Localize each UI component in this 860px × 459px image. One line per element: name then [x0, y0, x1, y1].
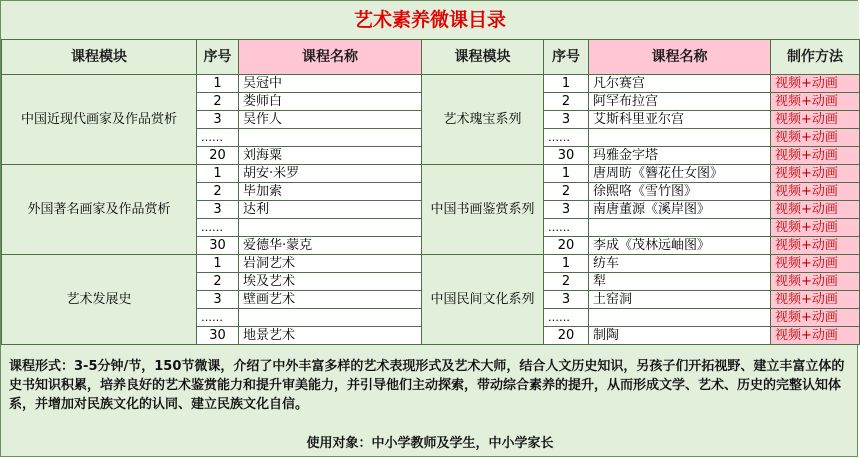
- course-name-left: 毕加索: [239, 183, 422, 201]
- method-cell: 视频+动画: [771, 327, 860, 345]
- module-right: 艺术瑰宝系列: [422, 75, 544, 165]
- seq-right: 1: [544, 75, 589, 93]
- seq-left: 1: [197, 255, 239, 273]
- seq-left: 30: [197, 237, 239, 255]
- course-name-right: 制陶: [589, 327, 771, 345]
- seq-left: 1: [197, 165, 239, 183]
- course-name-right: 纺车: [589, 255, 771, 273]
- header-name-left: 课程名称: [239, 40, 422, 75]
- seq-left: 1: [197, 75, 239, 93]
- audience-line: 使用对象：中小学教师及学生，中小学家长: [306, 436, 554, 451]
- seq-right: 30: [544, 147, 589, 165]
- module-right: 中国书画鉴赏系列: [422, 165, 544, 255]
- module-left: 艺术发展史: [2, 255, 197, 345]
- header-name-right: 课程名称: [589, 40, 771, 75]
- header-seq-left: 序号: [197, 40, 239, 75]
- seq-right: ……: [544, 219, 589, 237]
- seq-right: 3: [544, 111, 589, 129]
- course-name-right: 玛雅金字塔: [589, 147, 771, 165]
- seq-left: 3: [197, 291, 239, 309]
- catalog-table: [1, 39, 860, 345]
- course-name-left: 娄师白: [239, 93, 422, 111]
- course-name-right: 犁: [589, 273, 771, 291]
- seq-left: ……: [197, 129, 239, 147]
- module-left: 中国近现代画家及作品赏析: [2, 75, 197, 165]
- seq-right: 1: [544, 255, 589, 273]
- method-cell: 视频+动画: [771, 291, 860, 309]
- table-row: [2, 75, 860, 93]
- seq-right: 20: [544, 237, 589, 255]
- seq-right: 2: [544, 273, 589, 291]
- course-name-left: [239, 129, 422, 147]
- table-row: [2, 165, 860, 183]
- seq-right: 2: [544, 183, 589, 201]
- method-cell: 视频+动画: [771, 237, 860, 255]
- method-cell: 视频+动画: [771, 165, 860, 183]
- course-name-left: 刘海粟: [239, 147, 422, 165]
- course-name-right: [589, 309, 771, 327]
- course-name-left: 达利: [239, 201, 422, 219]
- course-name-left: 爱德华·蒙克: [239, 237, 422, 255]
- method-cell: 视频+动画: [771, 183, 860, 201]
- course-name-right: 唐周昉《簪花仕女图》: [589, 165, 771, 183]
- course-name-left: 地景艺术: [239, 327, 422, 345]
- method-cell: 视频+动画: [771, 93, 860, 111]
- course-name-left: 壁画艺术: [239, 291, 422, 309]
- course-name-left: 岩洞艺术: [239, 255, 422, 273]
- method-cell: 视频+动画: [771, 309, 860, 327]
- header-row: [2, 40, 860, 75]
- seq-left: 3: [197, 201, 239, 219]
- course-name-left: [239, 309, 422, 327]
- course-name-left: 胡安·米罗: [239, 165, 422, 183]
- seq-right: 20: [544, 327, 589, 345]
- seq-left: 2: [197, 183, 239, 201]
- seq-left: ……: [197, 309, 239, 327]
- catalog-body: [2, 75, 860, 345]
- course-name-right: 南唐董源《溪岸图》: [589, 201, 771, 219]
- seq-left: 20: [197, 147, 239, 165]
- method-cell: 视频+动画: [771, 147, 860, 165]
- seq-right: ……: [544, 129, 589, 147]
- module-left: 外国著名画家及作品赏析: [2, 165, 197, 255]
- course-name-right: 凡尔赛宫: [589, 75, 771, 93]
- seq-right: 2: [544, 93, 589, 111]
- header-module-left: 课程模块: [2, 40, 197, 75]
- course-name-left: 吴冠中: [239, 75, 422, 93]
- course-name-right: [589, 129, 771, 147]
- method-cell: 视频+动画: [771, 273, 860, 291]
- course-name-left: [239, 219, 422, 237]
- course-name-right: 阿罕布拉宫: [589, 93, 771, 111]
- course-name-right: 李成《茂林远岫图》: [589, 237, 771, 255]
- course-name-left: 吴作人: [239, 111, 422, 129]
- seq-left: 2: [197, 93, 239, 111]
- header-method: 制作方法: [771, 40, 860, 75]
- method-cell: 视频+动画: [771, 201, 860, 219]
- seq-right: 1: [544, 165, 589, 183]
- seq-right: ……: [544, 309, 589, 327]
- course-name-right: 土窑洞: [589, 291, 771, 309]
- method-cell: 视频+动画: [771, 129, 860, 147]
- seq-right: 3: [544, 201, 589, 219]
- seq-left: 2: [197, 273, 239, 291]
- page-title: 艺术素养微课目录: [1, 1, 859, 40]
- seq-left: 3: [197, 111, 239, 129]
- course-name-right: [589, 219, 771, 237]
- seq-right: 3: [544, 291, 589, 309]
- course-intro: 课程形式：3-5分钟/节，150节微课，介绍了中外丰富多样的艺术表现形式及艺术大师，结合人文历史知识，另孩子们开拓视野、建立丰富立体的史书知识积累，培养良好的艺术鉴赏能力和提升审美能力，并引导他们主动探索，带动综合素养的提升，从而形成文学、艺术、历史的完整认知体系，并增加对民族文化的认同、建立民族文化自信。: [9, 359, 845, 412]
- seq-left: ……: [197, 219, 239, 237]
- course-name-left: 埃及艺术: [239, 273, 422, 291]
- module-right: 中国民间文化系列: [422, 255, 544, 345]
- header-module-right: 课程模块: [422, 40, 544, 75]
- method-cell: 视频+动画: [771, 219, 860, 237]
- method-cell: 视频+动画: [771, 75, 860, 93]
- seq-left: 30: [197, 327, 239, 345]
- header-seq-right: 序号: [544, 40, 589, 75]
- method-cell: 视频+动画: [771, 111, 860, 129]
- table-row: [2, 255, 860, 273]
- course-name-right: 徐熙咯《雪竹图》: [589, 183, 771, 201]
- method-cell: 视频+动画: [771, 255, 860, 273]
- course-name-right: 艾斯科里亚尔宫: [589, 111, 771, 129]
